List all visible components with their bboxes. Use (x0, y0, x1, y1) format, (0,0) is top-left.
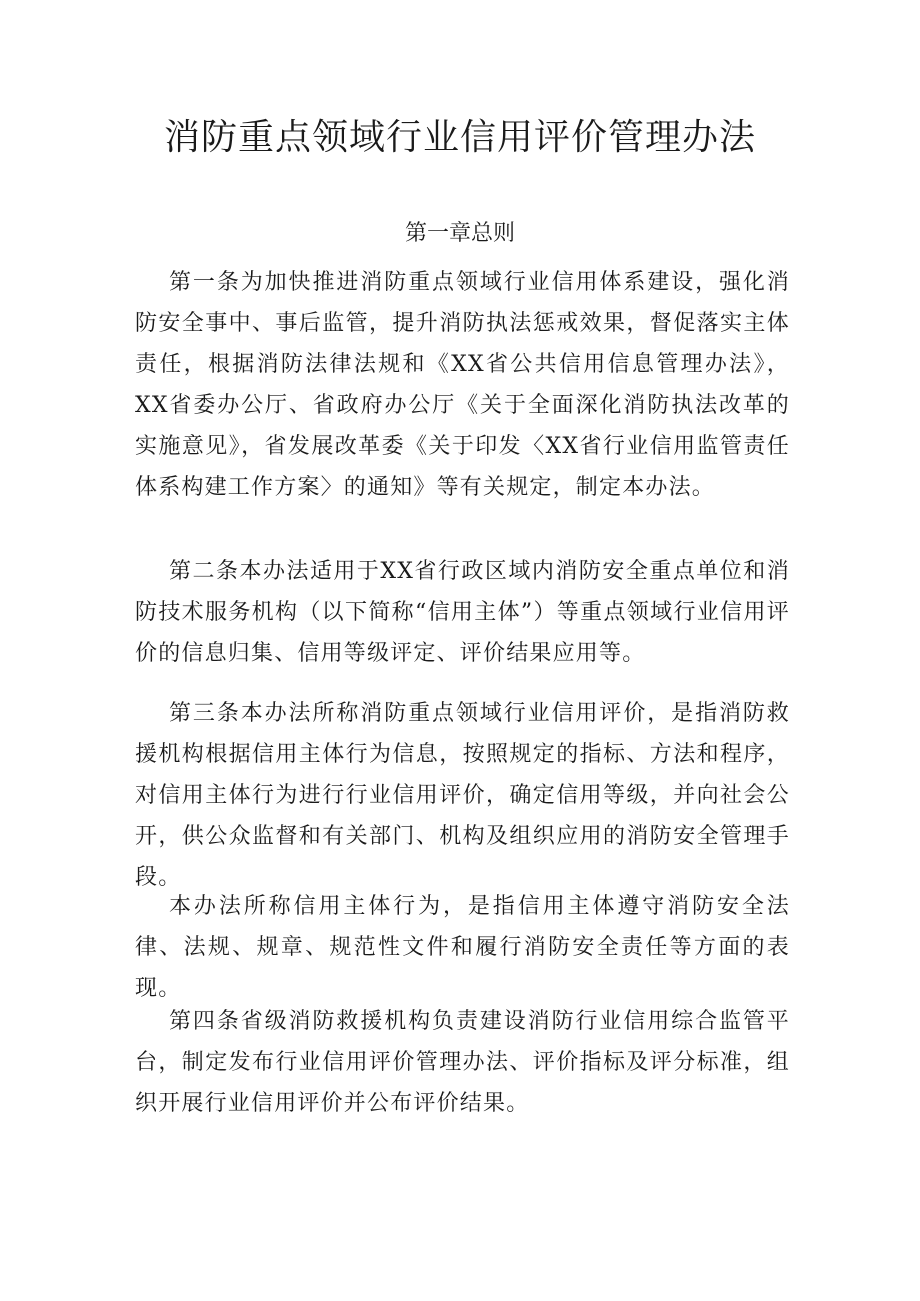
article-3-supplement-paragraph: 本办法所称信用主体行为，是指信用主体遵守消防安全法律、法规、规章、规范性文件和履行消防安全责任等方面的表现。 (135, 894, 790, 1001)
document-title: 消防重点领域行业信用评价管理办法 (163, 117, 756, 158)
article-3-paragraph: 第三条本办法所称消防重点领域行业信用评价，是指消防救援机构根据信用主体行为信息，按照规定的指标、方法和程序，对信用主体行为进行行业信用评价，确定信用等级，并向社会公开，供公众监督和有关部门、机构及组织应用的消防安全管理手段。 (135, 701, 790, 890)
article-4-paragraph: 第四条省级消防救援机构负责建设消防行业信用综合监管平台，制定发布行业信用评价管理办法、评价指标及评分标准，组织开展行业信用评价并公布评价结果。 (135, 1009, 790, 1116)
chapter-heading: 第一章总则 (404, 221, 515, 246)
article-2-paragraph: 第二条本办法适用于XX省行政区域内消防安全重点单位和消防技术服务机构（以下简称“信用主体”）等重点领域行业信用评价的信息归集、信用等级评定、评价结果应用等。 (135, 559, 790, 666)
article-1-paragraph: 第一条为加快推进消防重点领域行业信用体系建设，强化消防安全事中、事后监管，提升消防执法惩戒效果，督促落实主体责任，根据消防法律法规和《XX省公共信用信息管理办法》，XX省委办公厅、省政府办公厅《关于全面深化消防执法改革的实施意见》，省发展改革委《关于印发〈XX省行业信用监管责任体系构建工作方案〉的通知》等有关规定，制定本办法。 (135, 270, 790, 500)
